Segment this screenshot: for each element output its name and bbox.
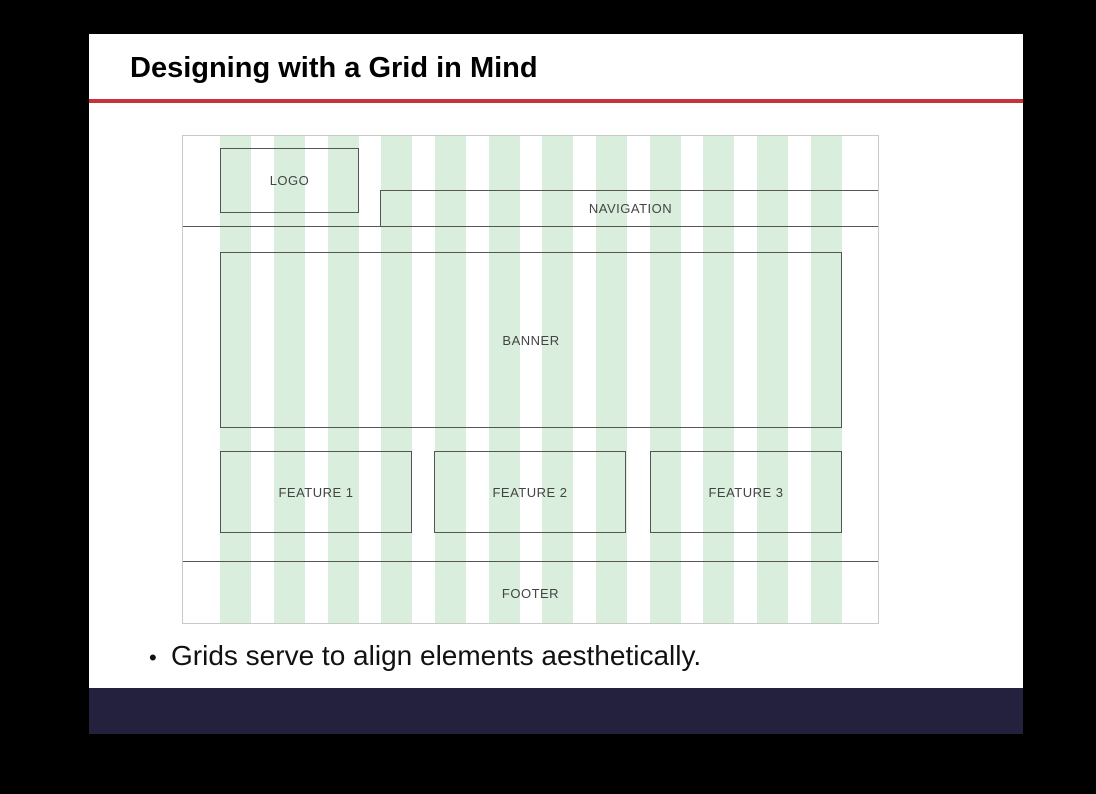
grid-wireframe [182,135,879,624]
slide [89,34,1023,734]
banner-box [220,252,842,428]
banner-label: BANNER [502,332,560,348]
feature-1-label: FEATURE 1 [278,484,354,500]
feature-1-box [220,451,412,533]
bullet-marker: • [149,645,157,670]
logo-label: LOGO [269,173,310,188]
bullet-text: Grids serve to align elements aesthetically. [171,640,702,671]
logo-box [220,148,359,213]
header-divider [183,226,878,227]
footer-label: FOOTER [501,585,560,601]
feature-3-label: FEATURE 3 [708,484,784,500]
navigation-label: NAVIGATION [588,201,673,216]
navigation-box [380,190,879,226]
title-divider [89,99,1023,103]
footer-area [183,561,878,624]
slide-title: Designing with a Grid in Mind [130,52,538,84]
feature-2-label: FEATURE 2 [492,484,568,500]
feature-2-box [434,451,626,533]
footer-band [89,688,1023,734]
bullet-item [149,638,701,676]
feature-3-box [650,451,842,533]
